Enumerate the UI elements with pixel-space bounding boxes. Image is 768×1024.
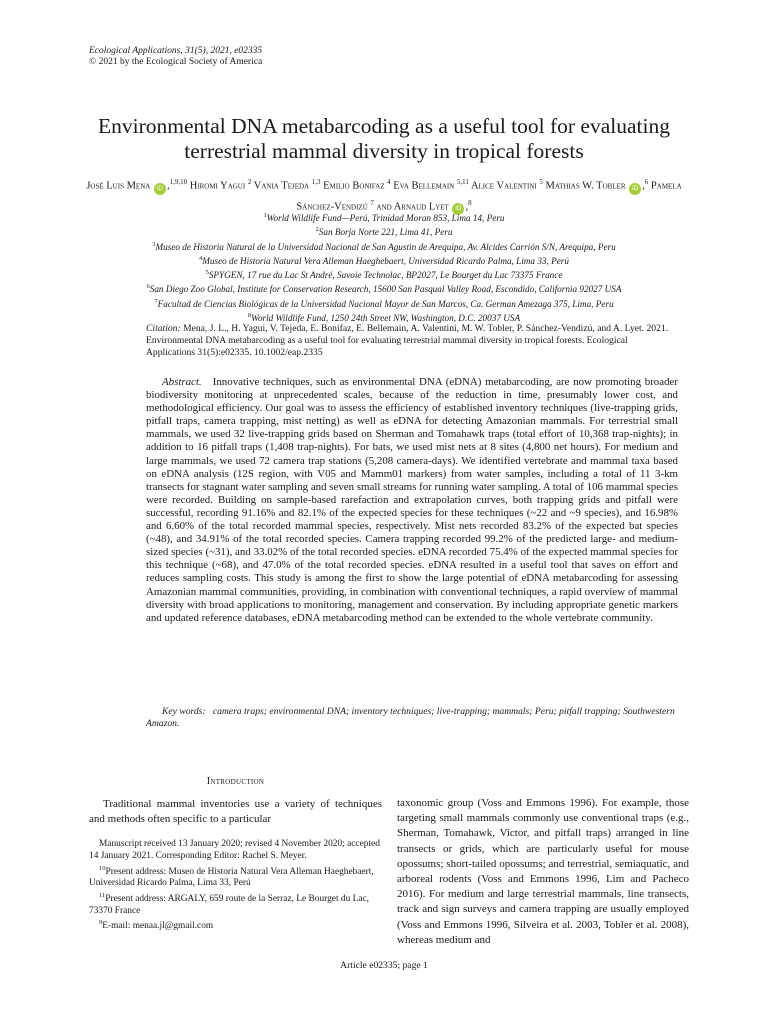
- author-name: Emilio Bonifaz: [323, 180, 388, 192]
- keywords-label: Key words:: [162, 706, 206, 717]
- affiliation-marker: 8: [247, 311, 252, 319]
- author-name: Mathias W. Tobler: [545, 180, 629, 192]
- citation-label: Citation:: [146, 323, 181, 334]
- footnote: [89, 917, 382, 933]
- affiliation-line: [60, 310, 708, 324]
- journal-info: [89, 46, 262, 68]
- page-footer: Article e02335; page 1: [340, 960, 428, 971]
- author-name: Arnaud Lyet: [393, 201, 452, 212]
- affiliation-text: Facultad de Ciencias Biológicas de la Universidad Nacional Mayor de San Marcos, Ca. German Amezaga 375, Lima, Peru: [157, 298, 614, 309]
- affiliation-text: Museo de Historia Natural Vera Alleman Haeghebaert, Universidad Ricardo Palma, Lima 33, Perú: [202, 255, 569, 266]
- footnote-text: Present address: ARGALY, 659 route de la Serraz, Le Bourget du Lac, 73370 France: [89, 894, 370, 916]
- footnote: [89, 890, 382, 917]
- footnote-text: Present address: Museo de Historia Natural Vera Alleman Haeghebaert, Universidad Ricardo Palma, Lima 33, Perú: [89, 866, 374, 889]
- author-affiliation-marker: 5,11: [456, 178, 469, 186]
- author-affiliation-marker: 6: [644, 178, 649, 186]
- affiliation-line: [60, 253, 708, 267]
- affiliation-line: [60, 296, 708, 310]
- author-list: José Luis Mena iD ,$^{1,9,10}$ Hiromi Yagui $^2$ Vania Tejeda $^{1,3}$ Emilio Bonifaz $^4$ Eva Bellemain $^{5,11}$ Alice Valentini $^5$ Mathias W. Tobler iD ,$^6$ Pamela Sánchez-Vendizú $^7$ and Arnaud Lyet iD ,$^8$: [80, 174, 688, 215]
- author-name: Alice Valentini: [470, 180, 540, 192]
- affiliation-marker: 7: [154, 297, 158, 305]
- footnote-text: Manuscript received 13 January 2020; revised 4 November 2020; accepted 14 January 2021. Corresponding Editor: Rachel S. Meyer.: [89, 839, 380, 861]
- footnote: [89, 839, 382, 862]
- orcid-icon[interactable]: iD: [629, 183, 641, 195]
- affiliation-text: San Diego Zoo Global, Institute for Conservation Research, 15600 San Pasqual Valley Road, Escondido, California 92027 USA: [149, 284, 622, 295]
- affiliation-marker: 1: [263, 212, 267, 219]
- keywords-text: camera traps; environmental DNA; inventory techniques; live-trapping; mammals; Peru; pitfall trapping; Southwestern Amazon.: [146, 706, 675, 729]
- citation-block: [146, 323, 678, 359]
- citation-text: Mena, J. L., H. Yagui, V. Tejeda, E. Bonifaz, E. Bellemain, A. Valentini, M. W. Tobler, P. Sánchez-Vendizú, and A. Lyet. 2021. Environmental DNA metabarcoding as a useful tool for evaluating terrestrial mammal diversity in tropical forests. Ecological Applications 31(5):e02335. 10.1002/eap.2335: [146, 323, 669, 358]
- footnote-marker: 9: [99, 919, 103, 927]
- author-connector: and: [373, 201, 394, 212]
- affiliation-text: World Wildlife Fund, 1250 24th Street NW, Washington, D.C. 20037 USA: [251, 312, 521, 323]
- footnote: [89, 863, 382, 890]
- affiliation-text: Museo de Historia Natural de la Universidad Nacional de San Agustin de Arequipa, Av. Alcides Carrión S/N, Arequipa, Peru: [155, 241, 616, 252]
- section-heading-introduction: Introduction: [206, 776, 265, 787]
- affiliation-line: [60, 224, 708, 238]
- author-affiliation-marker: 1,9,10: [169, 178, 188, 186]
- affiliation-line: [60, 239, 708, 253]
- author-name: Eva Bellemain: [393, 180, 457, 192]
- author-affiliation-marker: 8: [468, 198, 472, 207]
- author-name: Hiromi Yagui: [189, 180, 248, 192]
- footnote-text: E-mail: menaa.jl@gmail.com: [102, 921, 214, 932]
- introduction-paragraph-left: Traditional mammal inventories use a variety of techniques and methods often specific to a particular: [89, 798, 382, 826]
- affiliation-line: [60, 281, 708, 295]
- affiliation-text: San Borja Norte 221, Lima 41, Peru: [318, 227, 453, 238]
- author-affiliation-marker: 5: [539, 178, 543, 186]
- introduction-paragraph-right: taxonomic group (Voss and Emmons 1996). For example, those targeting small mammals commonly use conventional traps (e.g., Sherman, Tomahawk, Victor, and pitfall traps) arranged in line transects or grids, which are particularly useful for mouse opossums; short-tailed opossums; and terrestrial, semiaquatic, and arboreal rodents (Voss and Emmons 1996, Lim and Pacheco 2016). For medium and large terrestrial mammals, line transects, track and sign surveys and camera trapping are usually employed (Voss and Emmons 1996, Silveira et al. 2003, Tobler et al. 2008), whereas medium and: [397, 797, 689, 946]
- keywords-block: [146, 706, 678, 730]
- affiliation-marker: 4: [199, 254, 203, 262]
- affiliation-marker: 2: [315, 226, 319, 234]
- affiliation-text: World Wildlife Fund—Perú, Trinidad Moran 853, Lima 14, Peru: [266, 213, 505, 224]
- author-affiliation-marker: 1,3: [311, 178, 321, 186]
- affiliation-marker: 6: [146, 283, 150, 291]
- abstract-block: [146, 376, 678, 625]
- right-column: [397, 796, 689, 948]
- affiliation-marker: 5: [205, 269, 209, 277]
- footnote-marker: 11: [99, 891, 106, 899]
- author-name: Vania Tejeda: [253, 180, 312, 192]
- author-affiliation-marker: 4: [387, 178, 391, 186]
- author-name: José Luis Mena: [86, 180, 153, 192]
- affiliation-line: [60, 210, 708, 224]
- abstract-label: Abstract.: [162, 376, 202, 388]
- affiliation-line: [60, 267, 708, 281]
- copyright-line: © 2021 by the Ecological Society of America: [89, 57, 263, 67]
- paper-title: Environmental DNA metabarcoding as a useful tool for evaluating terrestrial mammal diversity in tropical forests: [98, 114, 670, 163]
- affiliation-list: [60, 210, 708, 324]
- left-column: [89, 776, 382, 933]
- orcid-icon[interactable]: iD: [452, 203, 464, 215]
- footnotes: [89, 839, 382, 933]
- author-name: Pamela Sánchez-Vendizú: [296, 180, 682, 212]
- author-affiliation-marker: 7: [370, 198, 374, 207]
- author-affiliation-marker: 2: [247, 178, 252, 186]
- journal-citation-line: Ecological Applications, 31(5), 2021, e02335: [89, 46, 263, 56]
- footnote-marker: 10: [99, 864, 106, 872]
- abstract-text: Innovative techniques, such as environmental DNA (eDNA) metabarcoding, are now promoting broader biodiversity monitoring at unprecedented scales, because of the reduction in time, presumably lower cost, and methodological efficiency. Our goal was to assess the efficiency of established inventory techniques (live-trapping grids, pitfall traps, camera trapping, mist netting) as well as eDNA for detecting Amazonian mammals. For terrestrial small mammals, we used 32 live-trapping grids based on Sherman and Tomahawk traps (total effort of 10,368 trap-nights); in addition to 16 pitfall traps (1,408 trap-nights). For bats, we used mist nets at 8 sites (4,800 net hours). For medium and large mammals, we used 72 camera trap stations (5,208 camera-days). We identified vertebrate and mammal taxa based on eDNA analysis (12S region, with V05 and Mamm01 markers) from water samples, including a total of 11 3-km transects for stagnant water sampling and seven small streams for running water sampling. A total of 106 mammal species were recorded. Building on sample-based rarefaction and extrapolation curves, both trapping grids and pitfall were successful, recording 91.16% and 82.1% of the expected species for these techniques (~22 and ~9 species), and 16.98% and 6.60% of the total recorded mammal species, respectively. Mist nets recorded 83.2% of the expected bat species (~48), and 34.91% of the total recorded species. Camera trapping recorded 99.2% of the predicted large- and medium-sized species (~31), and 33.02% of the total recorded species. eDNA recorded 75.4% of the expected mammal species for this technique (~68), and 47.0% of the total recorded species. eDNA resulted in a useful tool that saves on effort and reduces sampling costs. This study is among the first to show the large potential of eDNA metabarcoding for assessing Amazonian mammal communities, providing, in combination with conventional techniques, a rapid overview of mammal diversity with broad applications to monitoring, management and conservation. By including appropriate genetic markers and updated reference databases, eDNA metabarcoding method can be extended to the whole vertebrate community.: [146, 376, 678, 624]
- affiliation-marker: 3: [152, 240, 156, 248]
- orcid-icon[interactable]: iD: [154, 183, 166, 195]
- affiliation-text: SPYGEN, 17 rue du Lac St André, Savoie Technolac, BP2027, Le Bourget du Lac 73375 France: [208, 270, 563, 281]
